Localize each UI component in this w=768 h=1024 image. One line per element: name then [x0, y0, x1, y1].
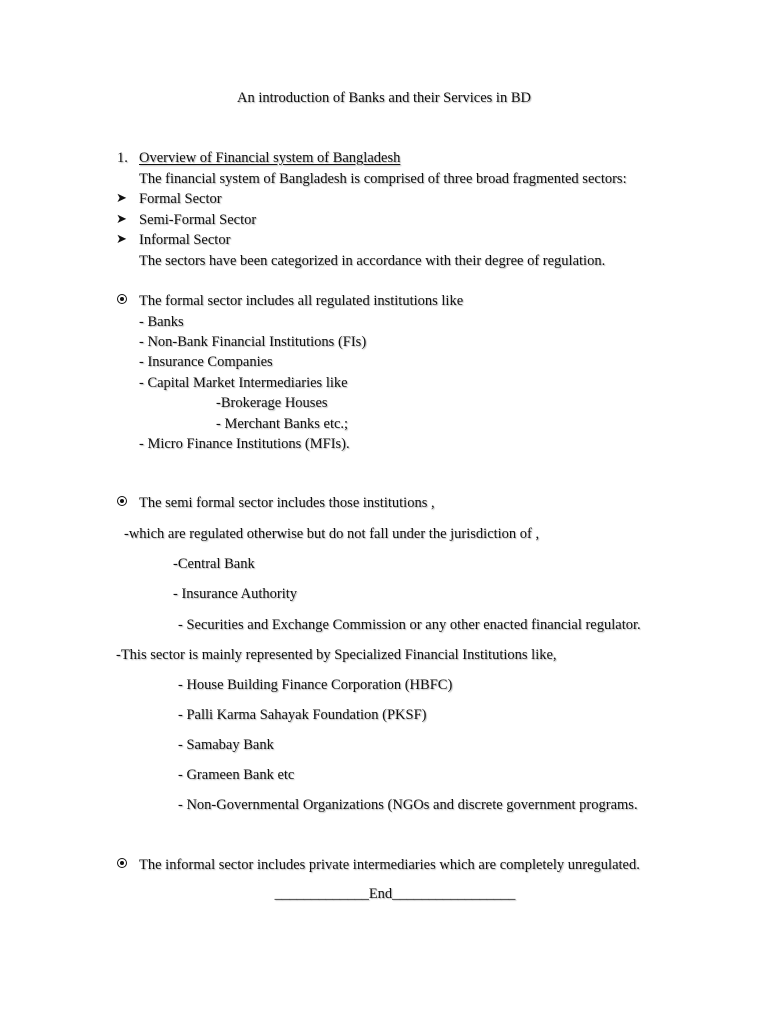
sector-item: Semi-Formal Sector	[139, 212, 257, 228]
informal-lead: The informal sector includes private intermediaries which are completely unregulated.	[139, 857, 640, 873]
institution-item: - Palli Karma Sahayak Foundation (PKSF)	[178, 707, 427, 723]
institution-item: - Non-Governmental Organizations (NGOs and discrete government programs.	[178, 797, 638, 813]
institution-item: - House Building Finance Corporation (HBFC)	[178, 677, 453, 693]
formal-item: - Capital Market Intermediaries like	[139, 375, 348, 391]
arrow-bullet-icon: ➤	[116, 211, 127, 226]
page-title: An introduction of Banks and their Services in BD	[237, 90, 531, 106]
formal-subitem: -Brokerage Houses	[216, 395, 328, 411]
arrow-bullet-icon: ➤	[116, 190, 127, 205]
institution-item: - Samabay Bank	[178, 737, 274, 753]
formal-item: - Non-Bank Financial Institutions (FIs)	[139, 334, 367, 350]
section-heading: Overview of Financial system of Bangladesh	[139, 150, 401, 166]
institution-item: - Grameen Bank etc	[178, 767, 295, 783]
end-rule-left: _____________	[274, 886, 369, 902]
formal-lead: The formal sector includes all regulated institutions like	[139, 293, 464, 309]
regulator-item: -Central Bank	[173, 556, 255, 572]
formal-item: - Micro Finance Institutions (MFIs).	[139, 436, 350, 452]
end-marker	[0, 885, 768, 903]
formal-subitem: - Merchant Banks etc.;	[216, 416, 349, 432]
circle-bullet-icon	[117, 858, 127, 868]
formal-item: - Insurance Companies	[139, 354, 273, 370]
regulator-item: - Insurance Authority	[173, 586, 298, 602]
sector-note: The sectors have been categorized in accordance with their degree of regulation.	[139, 253, 606, 269]
end-label: End	[368, 886, 393, 902]
section-intro: The financial system of Bangladesh is comprised of three broad fragmented sectors:	[139, 171, 627, 187]
circle-bullet-icon	[117, 294, 127, 304]
sector-item: Informal Sector	[139, 232, 231, 248]
section-number: 1.	[117, 150, 128, 166]
semi-formal-sub: -which are regulated otherwise but do not fall under the jurisdiction of ,	[124, 526, 540, 542]
semi-formal-lead: The semi formal sector includes those institutions ,	[139, 495, 435, 511]
arrow-bullet-icon: ➤	[116, 231, 127, 246]
sector-item: Formal Sector	[139, 191, 222, 207]
end-rule-right: _________________	[392, 886, 516, 902]
regulator-item: - Securities and Exchange Commission or any other enacted financial regulator.	[178, 617, 641, 633]
circle-bullet-icon	[117, 496, 127, 506]
formal-item: - Banks	[139, 314, 184, 330]
semi-formal-represented: -This sector is mainly represented by Specialized Financial Institutions like,	[116, 647, 557, 663]
